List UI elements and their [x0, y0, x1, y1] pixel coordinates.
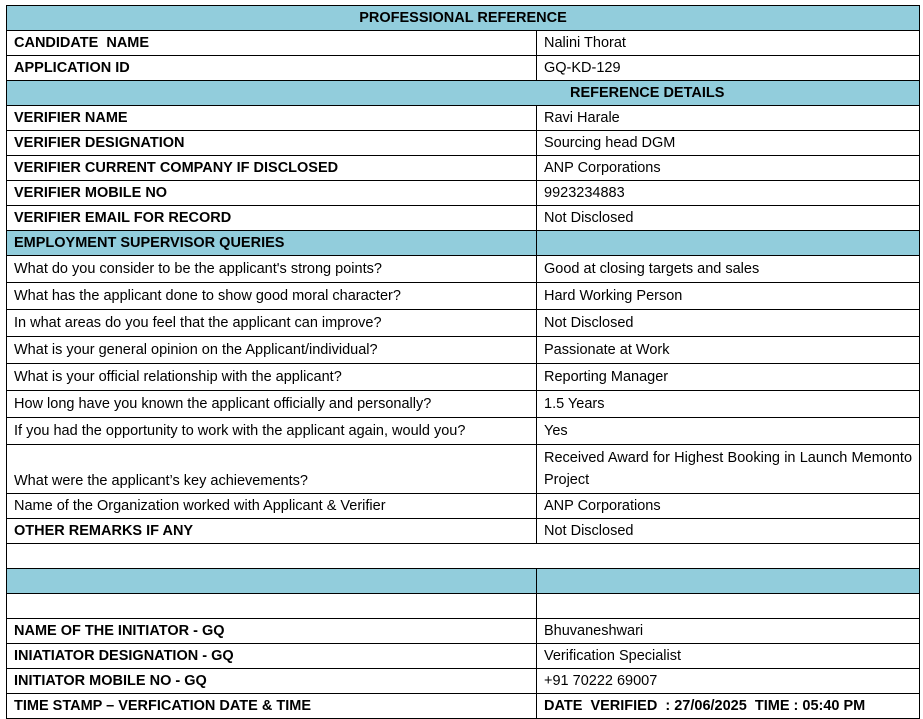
application-id-label: APPLICATION ID [7, 56, 537, 81]
query-question: Name of the Organization worked with Applicant & Verifier [7, 494, 537, 519]
query-row [7, 310, 920, 337]
query-answer: Not Disclosed [537, 310, 920, 337]
timestamp-row [7, 694, 920, 719]
reference-details-row [7, 81, 920, 106]
other-remarks-value: Not Disclosed [537, 519, 920, 544]
query-answer: 1.5 Years [537, 391, 920, 418]
query-row [7, 494, 920, 519]
query-question: In what areas do you feel that the applicant can improve? [7, 310, 537, 337]
query-answer: Good at closing targets and sales [537, 256, 920, 283]
reference-details-header: REFERENCE DETAILS [7, 81, 920, 106]
query-row [7, 256, 920, 283]
query-row [7, 337, 920, 364]
query-row [7, 391, 920, 418]
initiator-header-left [7, 569, 537, 594]
verifier-email-label: VERIFIER EMAIL FOR RECORD [7, 206, 537, 231]
queries-header-row [7, 231, 920, 256]
candidate-name-label: CANDIDATE NAME [7, 31, 537, 56]
initiator-mobile-value: +91 70222 69007 [537, 669, 920, 694]
spacer-cell [537, 594, 920, 619]
reference-sheet [6, 5, 919, 719]
initiator-row [7, 644, 920, 669]
title-row [7, 6, 920, 31]
initiator-name-label: NAME OF THE INITIATOR - GQ [7, 619, 537, 644]
initiator-row [7, 619, 920, 644]
queries-header-blank [537, 231, 920, 256]
initiator-mobile-label: INITIATOR MOBILE NO - GQ [7, 669, 537, 694]
verifier-row [7, 106, 920, 131]
verifier-designation-value: Sourcing head DGM [537, 131, 920, 156]
verifier-email-value: Not Disclosed [537, 206, 920, 231]
verifier-row [7, 156, 920, 181]
initiator-name-value: Bhuvaneshwari [537, 619, 920, 644]
verifier-row [7, 181, 920, 206]
query-question: If you had the opportunity to work with the applicant again, would you? [7, 418, 537, 445]
query-row [7, 445, 920, 494]
spacer-row [7, 594, 920, 619]
other-remarks-label: OTHER REMARKS IF ANY [7, 519, 537, 544]
reference-table [6, 5, 920, 719]
verifier-row [7, 131, 920, 156]
query-row [7, 418, 920, 445]
query-question: What is your official relationship with the applicant? [7, 364, 537, 391]
query-answer: Yes [537, 418, 920, 445]
query-question: What were the applicant’s key achievements? [7, 445, 537, 494]
verifier-row [7, 206, 920, 231]
verifier-company-label: VERIFIER CURRENT COMPANY IF DISCLOSED [7, 156, 537, 181]
query-answer: ANP Corporations [537, 494, 920, 519]
query-answer: Reporting Manager [537, 364, 920, 391]
verifier-mobile-value: 9923234883 [537, 181, 920, 206]
page-title: PROFESSIONAL REFERENCE [7, 6, 920, 31]
query-question: How long have you known the applicant officially and personally? [7, 391, 537, 418]
query-row [7, 283, 920, 310]
verifier-company-value: ANP Corporations [537, 156, 920, 181]
spacer-cell [7, 544, 920, 569]
verifier-name-label: VERIFIER NAME [7, 106, 537, 131]
query-answer: Hard Working Person [537, 283, 920, 310]
query-row [7, 364, 920, 391]
initiator-designation-label: INIATIATOR DESIGNATION - GQ [7, 644, 537, 669]
initiator-header-right [537, 569, 920, 594]
verifier-name-value: Ravi Harale [537, 106, 920, 131]
initiator-row [7, 669, 920, 694]
candidate-name-value: Nalini Thorat [537, 31, 920, 56]
verifier-mobile-label: VERIFIER MOBILE NO [7, 181, 537, 206]
timestamp-value: DATE VERIFIED : 27/06/2025 TIME : 05:40 PM [537, 694, 920, 719]
candidate-name-row [7, 31, 920, 56]
spacer-row [7, 544, 920, 569]
other-remarks-row [7, 519, 920, 544]
spacer-cell [7, 594, 537, 619]
application-id-value: GQ-KD-129 [537, 56, 920, 81]
initiator-designation-value: Verification Specialist [537, 644, 920, 669]
query-question: What do you consider to be the applicant's strong points? [7, 256, 537, 283]
query-question: What has the applicant done to show good moral character? [7, 283, 537, 310]
verifier-designation-label: VERIFIER DESIGNATION [7, 131, 537, 156]
application-id-row [7, 56, 920, 81]
queries-header: EMPLOYMENT SUPERVISOR QUERIES [7, 231, 537, 256]
query-answer: Received Award for Highest Booking in Launch Memonto Project [537, 445, 920, 494]
timestamp-label: TIME STAMP – VERFICATION DATE & TIME [7, 694, 537, 719]
query-answer: Passionate at Work [537, 337, 920, 364]
query-question: What is your general opinion on the Applicant/individual? [7, 337, 537, 364]
initiator-header-row [7, 569, 920, 594]
